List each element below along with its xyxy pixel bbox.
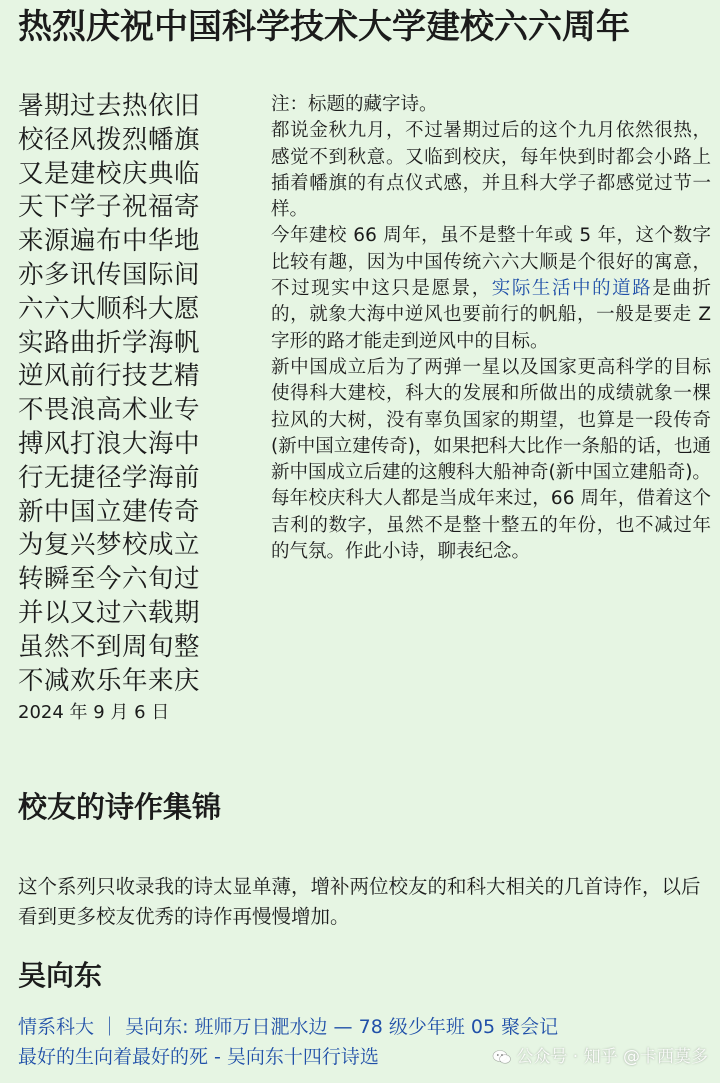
poem-line: 来源遍布中华地: [18, 226, 201, 257]
note-heading: 注：标题的藏字诗。: [271, 94, 438, 115]
page-title: 热烈庆祝中国科学技术大学建校六六周年: [18, 7, 630, 47]
note-paragraph: 都说金秋九月，不过暑期过后的这个九月依然很热，感觉不到秋意。又临到校庆，每年快到时都会小路上插着幡旗的有点仪式感，并且科大学子都感觉过节一样。: [271, 120, 711, 221]
article-link[interactable]: 情系科大 ｜ 吴向东: 班师万日淝水边 — 78 级少年班 05 聚会记: [18, 1016, 559, 1038]
poem-line: 新中国立建传奇: [18, 496, 201, 527]
wechat-icon: [492, 1049, 512, 1065]
poem-line: 暑期过去热依旧: [18, 91, 201, 121]
poem-line: 为复兴梦校成立: [18, 530, 201, 561]
poem-line: 不畏浪高术业专: [18, 395, 201, 426]
poem-line: 不减欢乐年来庆: [18, 665, 201, 696]
watermark-text: 公众号 · 知乎 @卡西莫多: [516, 1047, 708, 1067]
source-watermark: [492, 1045, 708, 1069]
article-link[interactable]: 最好的生向着最好的死 - 吴向东十四行诗选: [18, 1046, 379, 1068]
poem-line: 转瞬至今六旬过: [18, 564, 201, 595]
author-heading: 吴向东: [18, 959, 103, 992]
poem-date: 2024 年 9 月 6 日: [18, 702, 170, 724]
poem-notes: [271, 92, 711, 565]
poem-line: 搏风打浪大海中: [18, 428, 201, 459]
poem-line: 亦多讯传国际间: [18, 259, 201, 290]
acrostic-poem: [18, 90, 258, 726]
poem-line: 又是建校庆典临: [18, 158, 201, 189]
life-road-link[interactable]: 实际生活中的道路: [491, 278, 653, 300]
poem-line: 虽然不到周旬整: [18, 631, 201, 662]
note-text: 是曲折的，就象大海中逆风也要前行的帆船，一般是要走 Z 字形的路才能走到逆风中的目标。: [271, 278, 711, 352]
poem-line: 并以又过六载期: [18, 597, 201, 628]
section-intro: 这个系列只收录我的诗太显单薄，增补两位校友的和科大相关的几首诗作，以后看到更多校友优秀的诗作再慢慢增加。: [18, 875, 701, 928]
poem-line: 校径风拨烈幡旗: [18, 124, 201, 155]
note-paragraph: 新中国成立后为了两弹一星以及国家更高科学的目标使得科大建校，科大的发展和所做出的成绩就象一棵拉风的大树，没有辜负国家的期望，也算是一段传奇(新中国立建传奇)，如果把科大比作一条船的话，也通新中国成立后建的这艘科大船神奇(新中国立建船奇)。: [271, 356, 711, 484]
poem-line: 天下学子祝福寄: [18, 192, 201, 223]
poem-line: 六六大顺科大愿: [18, 293, 201, 324]
note-paragraph: 每年校庆科大人都是当成年来过，66 周年，借着这个吉利的数字，虽然不是整十整五的年份，也不减过年的气氛。作此小诗，聊表纪念。: [271, 488, 711, 563]
section-title: 校友的诗作集锦: [18, 790, 222, 824]
note-text: 今年建校 66 周年，虽不是整十年或 5 年，这个数字比较有趣，因为中国传统六六大顺是个很好的寓意，不过现实中这只是愿景，: [271, 225, 711, 300]
poem-line: 实路曲折学海帆: [18, 327, 201, 358]
note-paragraph: [271, 223, 711, 354]
poem-line: 逆风前行技艺精: [18, 361, 201, 392]
poem-line: 行无捷径学海前: [18, 462, 201, 493]
